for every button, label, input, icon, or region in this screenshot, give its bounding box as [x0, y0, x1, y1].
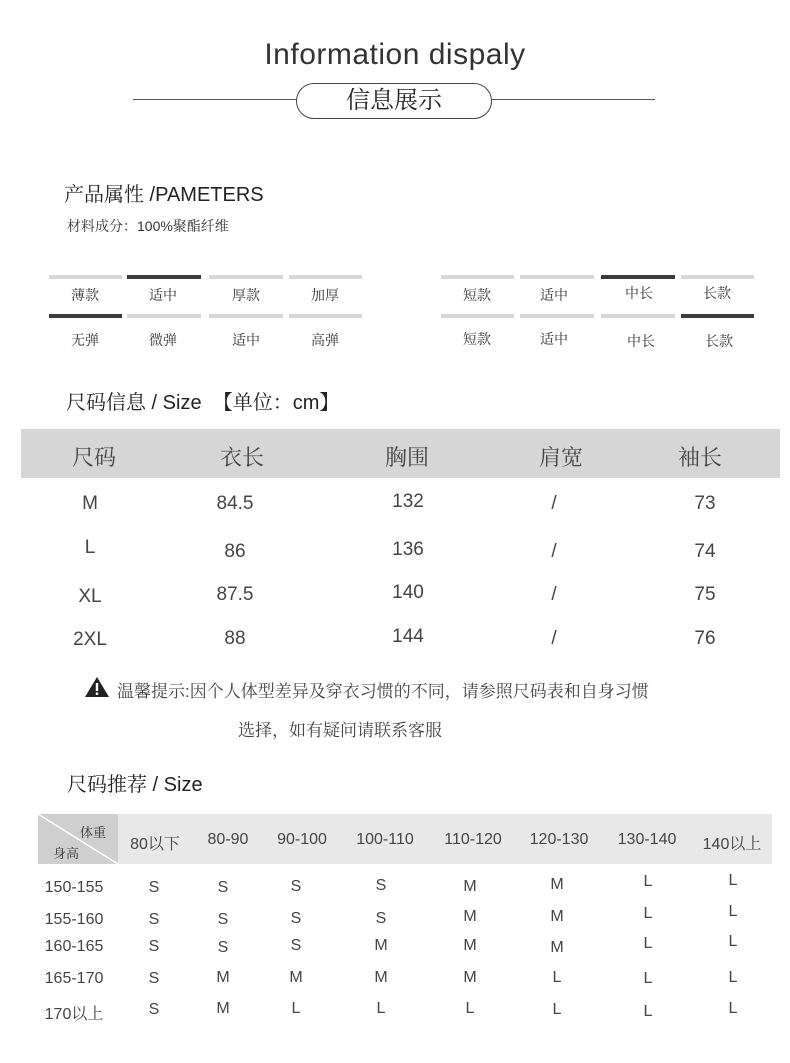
table-cell: L: [552, 1001, 562, 1018]
elasticity-bar-1: [127, 314, 201, 318]
table-cell: 88: [224, 628, 246, 649]
height-label-0: 150-155: [44, 879, 104, 896]
sleeve-label-1: 适中: [540, 331, 568, 347]
table-cell: M: [216, 969, 230, 986]
table-cell: S: [217, 939, 229, 956]
table-cell: 132: [392, 491, 424, 512]
length-bar-3: [681, 275, 754, 279]
table-cell: L: [728, 933, 738, 950]
elasticity-bar-2: [209, 314, 283, 318]
table-cell: S: [148, 879, 160, 896]
thickness-bar-2: [209, 275, 283, 279]
sleeve-bar-0: [441, 314, 514, 318]
length-bar-0: [441, 275, 514, 279]
page-title-en: Information dispaly: [264, 38, 526, 71]
table-cell: L: [376, 1000, 386, 1017]
warning-icon: [84, 676, 110, 698]
table-cell: /: [551, 493, 557, 514]
table-cell: 74: [694, 541, 716, 562]
table-cell: M: [289, 969, 303, 986]
table-cell: M: [216, 1000, 230, 1017]
thickness-bar-0: [49, 275, 122, 279]
elasticity-label-1: 微弹: [149, 332, 177, 348]
table-cell: S: [290, 910, 302, 927]
length-bar-2: [601, 275, 675, 279]
sleeve-bar-2: [601, 314, 675, 318]
table-cell: S: [148, 938, 160, 955]
table-cell: 144: [392, 626, 424, 647]
table-cell: M: [463, 878, 477, 895]
table-cell: S: [217, 911, 229, 928]
table-cell: 2XL: [73, 629, 107, 650]
table-cell: 84.5: [216, 493, 254, 514]
table-cell: M: [463, 937, 477, 954]
tip-line-2: 选择，如有疑问请联系客服: [238, 721, 442, 740]
table-cell: L: [728, 969, 738, 986]
sleeve-bar-1: [520, 314, 594, 318]
table-cell: /: [551, 628, 557, 649]
length-label-2: 中长: [625, 285, 653, 301]
recommend-heading: 尺码推荐 / Size: [67, 774, 203, 796]
table-cell: S: [148, 911, 160, 928]
elasticity-bar-0: [49, 314, 122, 318]
table-cell: 136: [392, 539, 424, 560]
thickness-label-1: 适中: [149, 287, 177, 303]
height-label-1: 155-160: [44, 911, 104, 928]
weight-col-5: 120-130: [529, 831, 589, 848]
table-cell: L: [728, 903, 738, 920]
size-col-size: 尺码: [71, 445, 116, 470]
sleeve-label-2: 中长: [627, 333, 655, 349]
table-cell: 86: [224, 541, 246, 562]
weight-col-4: 110-120: [444, 831, 502, 848]
weight-col-1: 80-90: [207, 831, 249, 848]
elasticity-label-0: 无弹: [71, 332, 99, 348]
table-cell: 87.5: [216, 584, 254, 605]
table-cell: S: [375, 877, 387, 894]
table-cell: M: [463, 969, 477, 986]
table-cell: XL: [78, 586, 102, 607]
sleeve-label-0: 短款: [463, 331, 491, 347]
table-cell: L: [643, 905, 653, 922]
weight-col-0: 80以下: [130, 836, 180, 853]
table-cell: L: [643, 935, 653, 952]
table-cell: L: [552, 969, 562, 986]
attributes-heading: 产品属性 /PAMETERS: [64, 184, 264, 206]
weight-col-3: 100-110: [356, 831, 414, 848]
table-cell: L: [291, 1000, 301, 1017]
weight-col-6: 130-140: [617, 831, 677, 848]
size-info-heading: 尺码信息 / Size 【单位：cm】: [66, 392, 340, 414]
thickness-label-0: 薄款: [71, 287, 99, 303]
table-cell: M: [374, 937, 388, 954]
title-divider-right: [492, 99, 655, 100]
table-cell: M: [463, 908, 477, 925]
table-cell: 140: [392, 582, 424, 603]
table-cell: L: [728, 872, 738, 889]
table-cell: /: [551, 541, 557, 562]
table-cell: L: [643, 873, 653, 890]
table-cell: M: [82, 493, 98, 514]
table-cell: 76: [694, 628, 716, 649]
table-cell: M: [550, 876, 564, 893]
table-cell: L: [643, 1003, 653, 1020]
length-label-1: 适中: [540, 287, 568, 303]
size-col-sleeve: 袖长: [677, 445, 722, 470]
size-col-length: 衣长: [219, 445, 264, 470]
elasticity-bar-3: [289, 314, 362, 318]
table-cell: M: [550, 939, 564, 956]
table-cell: M: [550, 908, 564, 925]
thickness-label-2: 厚款: [232, 287, 260, 303]
table-cell: L: [643, 970, 653, 987]
tip-line-1: 温馨提示:因个人体型差异及穿衣习惯的不同，请参照尺码表和自身习惯: [117, 682, 649, 701]
title-divider-left: [133, 99, 296, 100]
table-cell: L: [465, 1000, 475, 1017]
height-label-4: 170以上: [44, 1006, 104, 1023]
sleeve-label-3: 长款: [705, 333, 733, 349]
table-cell: 75: [694, 584, 716, 605]
length-label-0: 短款: [463, 287, 491, 303]
table-cell: S: [148, 1001, 160, 1018]
corner-height-label: 身高: [53, 846, 80, 861]
table-cell: S: [290, 937, 302, 954]
sleeve-bar-3: [681, 314, 754, 318]
thickness-bar-3: [289, 275, 362, 279]
height-label-3: 165-170: [44, 970, 104, 987]
weight-col-2: 90-100: [277, 831, 327, 848]
table-cell: S: [290, 878, 302, 895]
thickness-label-3: 加厚: [311, 287, 339, 303]
length-label-3: 长款: [703, 285, 731, 301]
size-col-shoulder: 肩宽: [538, 445, 583, 470]
weight-col-7: 140以上: [702, 836, 762, 853]
height-label-2: 160-165: [44, 938, 104, 955]
table-cell: S: [217, 879, 229, 896]
table-cell: S: [375, 910, 387, 927]
size-col-chest: 胸围: [384, 445, 429, 470]
table-cell: M: [374, 969, 388, 986]
table-cell: /: [551, 584, 557, 605]
elasticity-label-3: 高弹: [311, 332, 339, 348]
length-bar-1: [520, 275, 594, 279]
table-cell: L: [728, 1000, 738, 1017]
page-title-cn: 信息展示: [296, 83, 492, 119]
table-cell: 73: [694, 493, 716, 514]
thickness-bar-1: [127, 275, 201, 279]
table-cell: S: [148, 970, 160, 987]
table-cell: L: [84, 537, 96, 558]
elasticity-label-2: 适中: [232, 332, 260, 348]
material-text: 材料成分：100%聚酯纤维: [67, 218, 229, 234]
corner-weight-label: 体重: [80, 825, 107, 840]
